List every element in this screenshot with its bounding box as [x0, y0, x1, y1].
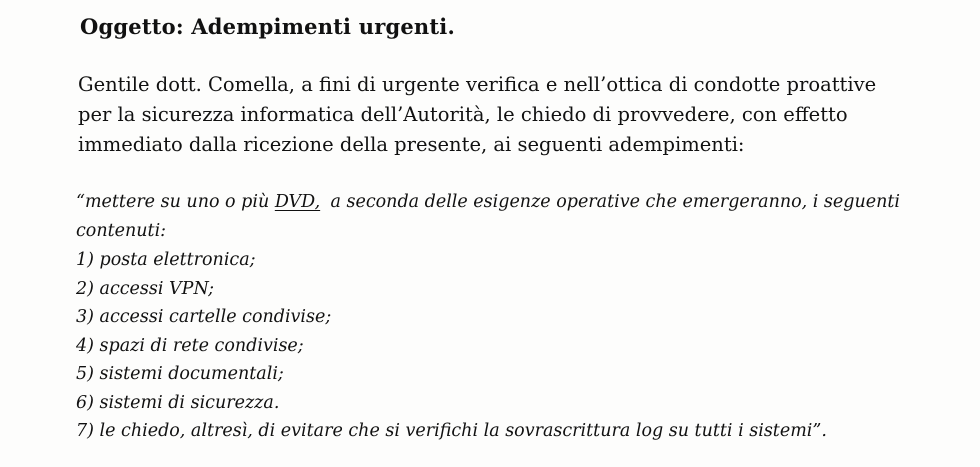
body-line: Gentile dott. Comella, a fini di urgente verifica e nell’ottica di condotte proattive: [78, 73, 877, 96]
body-line: immediato dalla ricezione della presente, ai seguenti adempimenti:: [78, 133, 745, 156]
list-item: 6) sistemi di sicurezza.: [76, 392, 280, 413]
subject-heading: Oggetto: Adempimenti urgenti.: [80, 14, 455, 39]
list-item: 3) accessi cartelle condivise;: [76, 307, 332, 327]
dvd-underlined: DVD,: [274, 192, 321, 212]
body-paragraph: [78, 70, 908, 160]
list-item: 5) sistemi documentali;: [76, 364, 284, 384]
quoted-request: [76, 188, 906, 446]
quote-intro-line2: contenuti:: [76, 221, 167, 241]
quote-intro-line: [76, 188, 900, 217]
body-line: per la sicurezza informatica dell’Autorità, le chiedo di provvedere, con effetto: [78, 103, 848, 126]
list-item: 4) spazi di rete condivise;: [76, 335, 304, 356]
list-item: 7) le chiedo, altresì, di evitare che si verifichi la sovrascrittura log su tutti i sistemi”.: [76, 421, 827, 441]
list-item: 2) accessi VPN;: [76, 278, 215, 299]
quote-intro-open: “mettere su uno o più DVD,: [76, 192, 321, 212]
quote-intro-rest: a seconda delle esigenze operative che emergeranno, i seguenti: [330, 192, 900, 212]
list-item: 1) posta elettronica;: [76, 250, 256, 270]
